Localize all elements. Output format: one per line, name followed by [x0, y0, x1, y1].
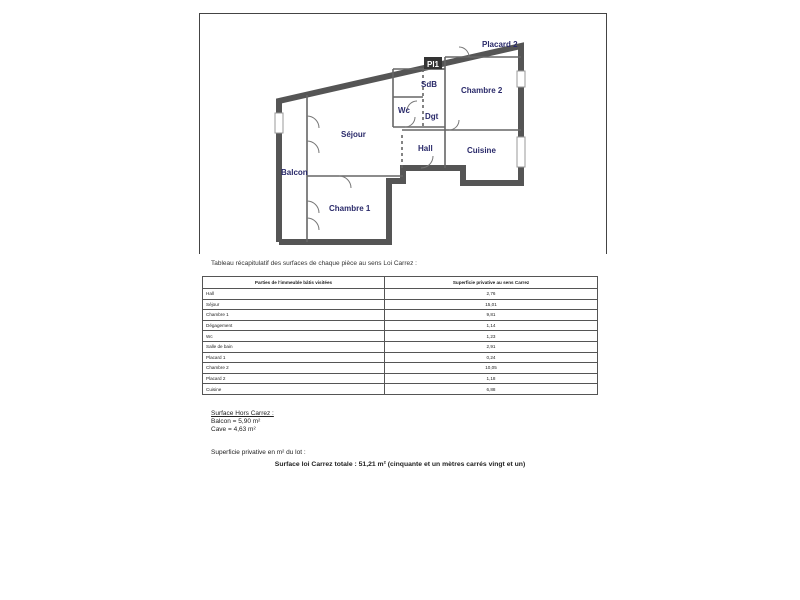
row-name: Hall — [203, 289, 385, 300]
row-value: 9,81 — [385, 310, 598, 321]
row-value: 15,01 — [385, 299, 598, 310]
row-value: 2,76 — [385, 289, 598, 300]
row-value: 1,23 — [385, 331, 598, 342]
room-label-sejour: Séjour — [341, 130, 366, 139]
privative-label: Superficie privative en m² du lot : — [211, 449, 306, 456]
table-row — [203, 384, 598, 395]
row-name: Chambre 1 — [203, 310, 385, 321]
row-name: Placard 1 — [203, 352, 385, 363]
row-name: Séjour — [203, 299, 385, 310]
table-row — [203, 320, 598, 331]
table-row — [203, 341, 598, 352]
room-label-chambre1: Chambre 1 — [329, 204, 371, 213]
table-row — [203, 373, 598, 384]
row-value: 2,91 — [385, 341, 598, 352]
row-name: Placard 2 — [203, 373, 385, 384]
table-row — [203, 363, 598, 374]
table-row — [203, 352, 598, 363]
row-value: 6,88 — [385, 384, 598, 395]
row-value: 1,14 — [385, 320, 598, 331]
row-name: Chambre 2 — [203, 363, 385, 374]
table-row — [203, 310, 598, 321]
table-row — [203, 289, 598, 300]
room-label-wc: Wc — [398, 106, 410, 115]
balcon-surface: Balcon = 5,90 m² — [211, 418, 261, 425]
row-value: 10,05 — [385, 363, 598, 374]
total-surface: Surface loi Carrez totale : 51,21 m² (cinquante et un mètres carrés vingt et un) — [274, 461, 526, 468]
table-row — [203, 299, 598, 310]
hors-carrez-block — [211, 410, 274, 434]
row-value: 1,18 — [385, 373, 598, 384]
room-label-chambre2: Chambre 2 — [461, 86, 503, 95]
column-header-surface: Superficie privative au sens Carrez — [385, 277, 598, 289]
room-label-hall: Hall — [418, 144, 433, 153]
surfaces-table — [202, 276, 598, 395]
room-label-balcon: Balcon — [281, 168, 308, 177]
row-name: Wc — [203, 331, 385, 342]
room-label-dgt: Dgt — [425, 112, 439, 121]
row-name: Salle de bain — [203, 341, 385, 352]
room-label-cuisine: Cuisine — [467, 146, 496, 155]
row-value: 0,24 — [385, 352, 598, 363]
hors-carrez-title: Surface Hors Carrez : — [211, 410, 274, 417]
room-label-placard2: Placard 2 — [482, 40, 518, 49]
floor-plan — [199, 13, 607, 254]
table-row — [203, 331, 598, 342]
row-name: Cuisine — [203, 384, 385, 395]
room-label-pl1: Pl1 — [427, 60, 440, 69]
cave-surface: Cave = 4,63 m² — [211, 426, 256, 433]
table-header-row — [203, 277, 598, 289]
room-label-sdb: SdB — [421, 80, 437, 89]
table-caption: Tableau récapitulatif des surfaces de chaque pièce au sens Loi Carrez : — [211, 260, 417, 267]
row-name: Dégagement — [203, 320, 385, 331]
column-header-parts: Parties de l'immeuble bâtis visitées — [203, 277, 385, 289]
